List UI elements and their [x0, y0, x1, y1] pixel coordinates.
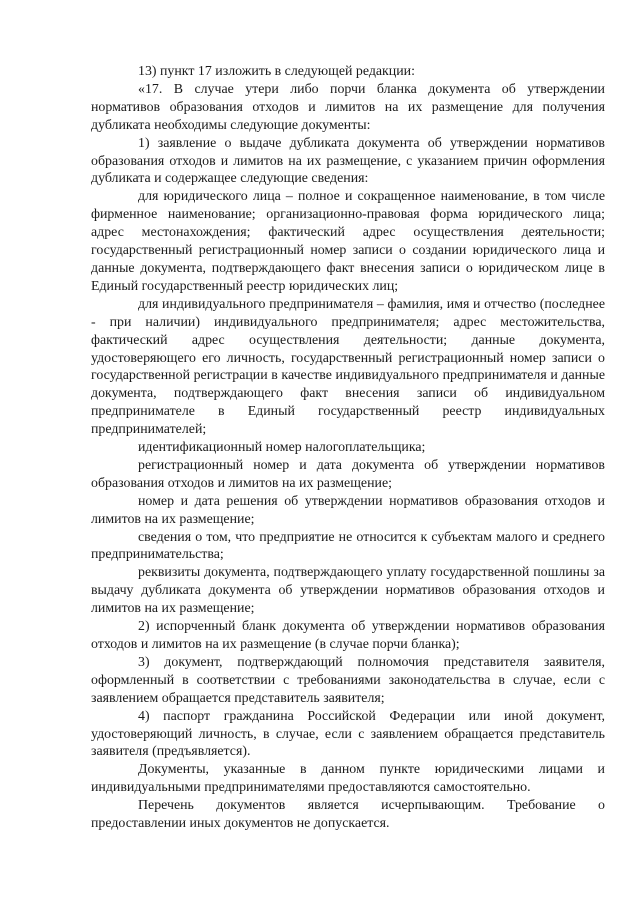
paragraph-item-2-damaged-form: 2) испорченный бланк документа об утверждении нормативов образования отходов и лимитов на их размещение (в случае порчи бланка);	[91, 619, 605, 652]
paragraph-item-17: «17. В случае утери либо порчи бланка документа об утверждении нормативов образования отходов и лимитов на их размещение для получения дубликата необходимы следующие документы:	[91, 81, 605, 133]
paragraph-intro: 13) пункт 17 изложить в следующей редакции:	[138, 64, 415, 79]
paragraph-small-business: сведения о том, что предприятие не относится к субъектам малого и среднего предпринимательства;	[91, 529, 605, 563]
paragraph-exhaustive-list: Перечень документов является исчерпывающим. Требование о предоставлении иных документов не допускается.	[91, 798, 605, 832]
paragraph-self-provided: Документы, указанные в данном пункте юридическими лицами и индивидуальными предпринимателями предоставляются самостоятельно.	[91, 762, 605, 796]
paragraph-individual-entrepreneur: для индивидуального предпринимателя – фамилия, имя и отчество (последнее - при наличии) индивидуального предпринимателя; адрес местожительства, фактический адрес осуществления деятельности; данные документа, удостоверяющего его личность, государственный регистрационный номер записи о государственной регистрации в качестве индивидуального предпринимателя и данные документа, подтверждающего факт внесения записи об индивидуальном предпринимателе в Единый государственный реестр индивидуальных предпринимателей;	[91, 296, 605, 438]
paragraph-item-4-passport: 4) паспорт гражданина Российской Федерации или иной документ, удостоверяющий личность, в случае, если с заявлением обращается представитель заявителя (предъявляется).	[91, 708, 605, 760]
paragraph-registration-number: регистрационный номер и дата документа об утверждении нормативов образования отходов и лимитов на их размещение;	[91, 457, 605, 491]
paragraph-item-3-authority: 3) документ, подтверждающий полномочия представителя заявителя, оформленный в соответствии с требованиями законодательства в случае, если с заявлением обращается представитель заявителя;	[91, 654, 605, 706]
document-page	[91, 63, 605, 833]
paragraph-tax-id: идентификационный номер налогоплательщика;	[138, 440, 426, 456]
paragraph-item-1-application: 1) заявление о выдаче дубликата документа об утверждении нормативов образования отходов и лимитов на их размещение, с указанием причин оформления дубликата и содержащее следующие сведения:	[91, 135, 605, 187]
paragraph-legal-entity: для юридического лица – полное и сокращенное наименование, в том числе фирменное наименование; организационно-правовая форма юридического лица; адрес местонахождения; фактический адрес осуществления деятельности; государственный регистрационный номер записи о создании юридического лица и данные документа, подтверждающего факт внесения записи о юридическом лице в Единый государственный реестр юридических лиц;	[91, 189, 605, 294]
paragraph-decision-number: номер и дата решения об утверждении нормативов образования отходов и лимитов на их размещение;	[91, 493, 605, 527]
paragraph-fee-details: реквизиты документа, подтверждающего уплату государственной пошлины за выдачу дубликата документа об утверждении нормативов образования отходов и лимитов на их размещение;	[91, 565, 605, 617]
